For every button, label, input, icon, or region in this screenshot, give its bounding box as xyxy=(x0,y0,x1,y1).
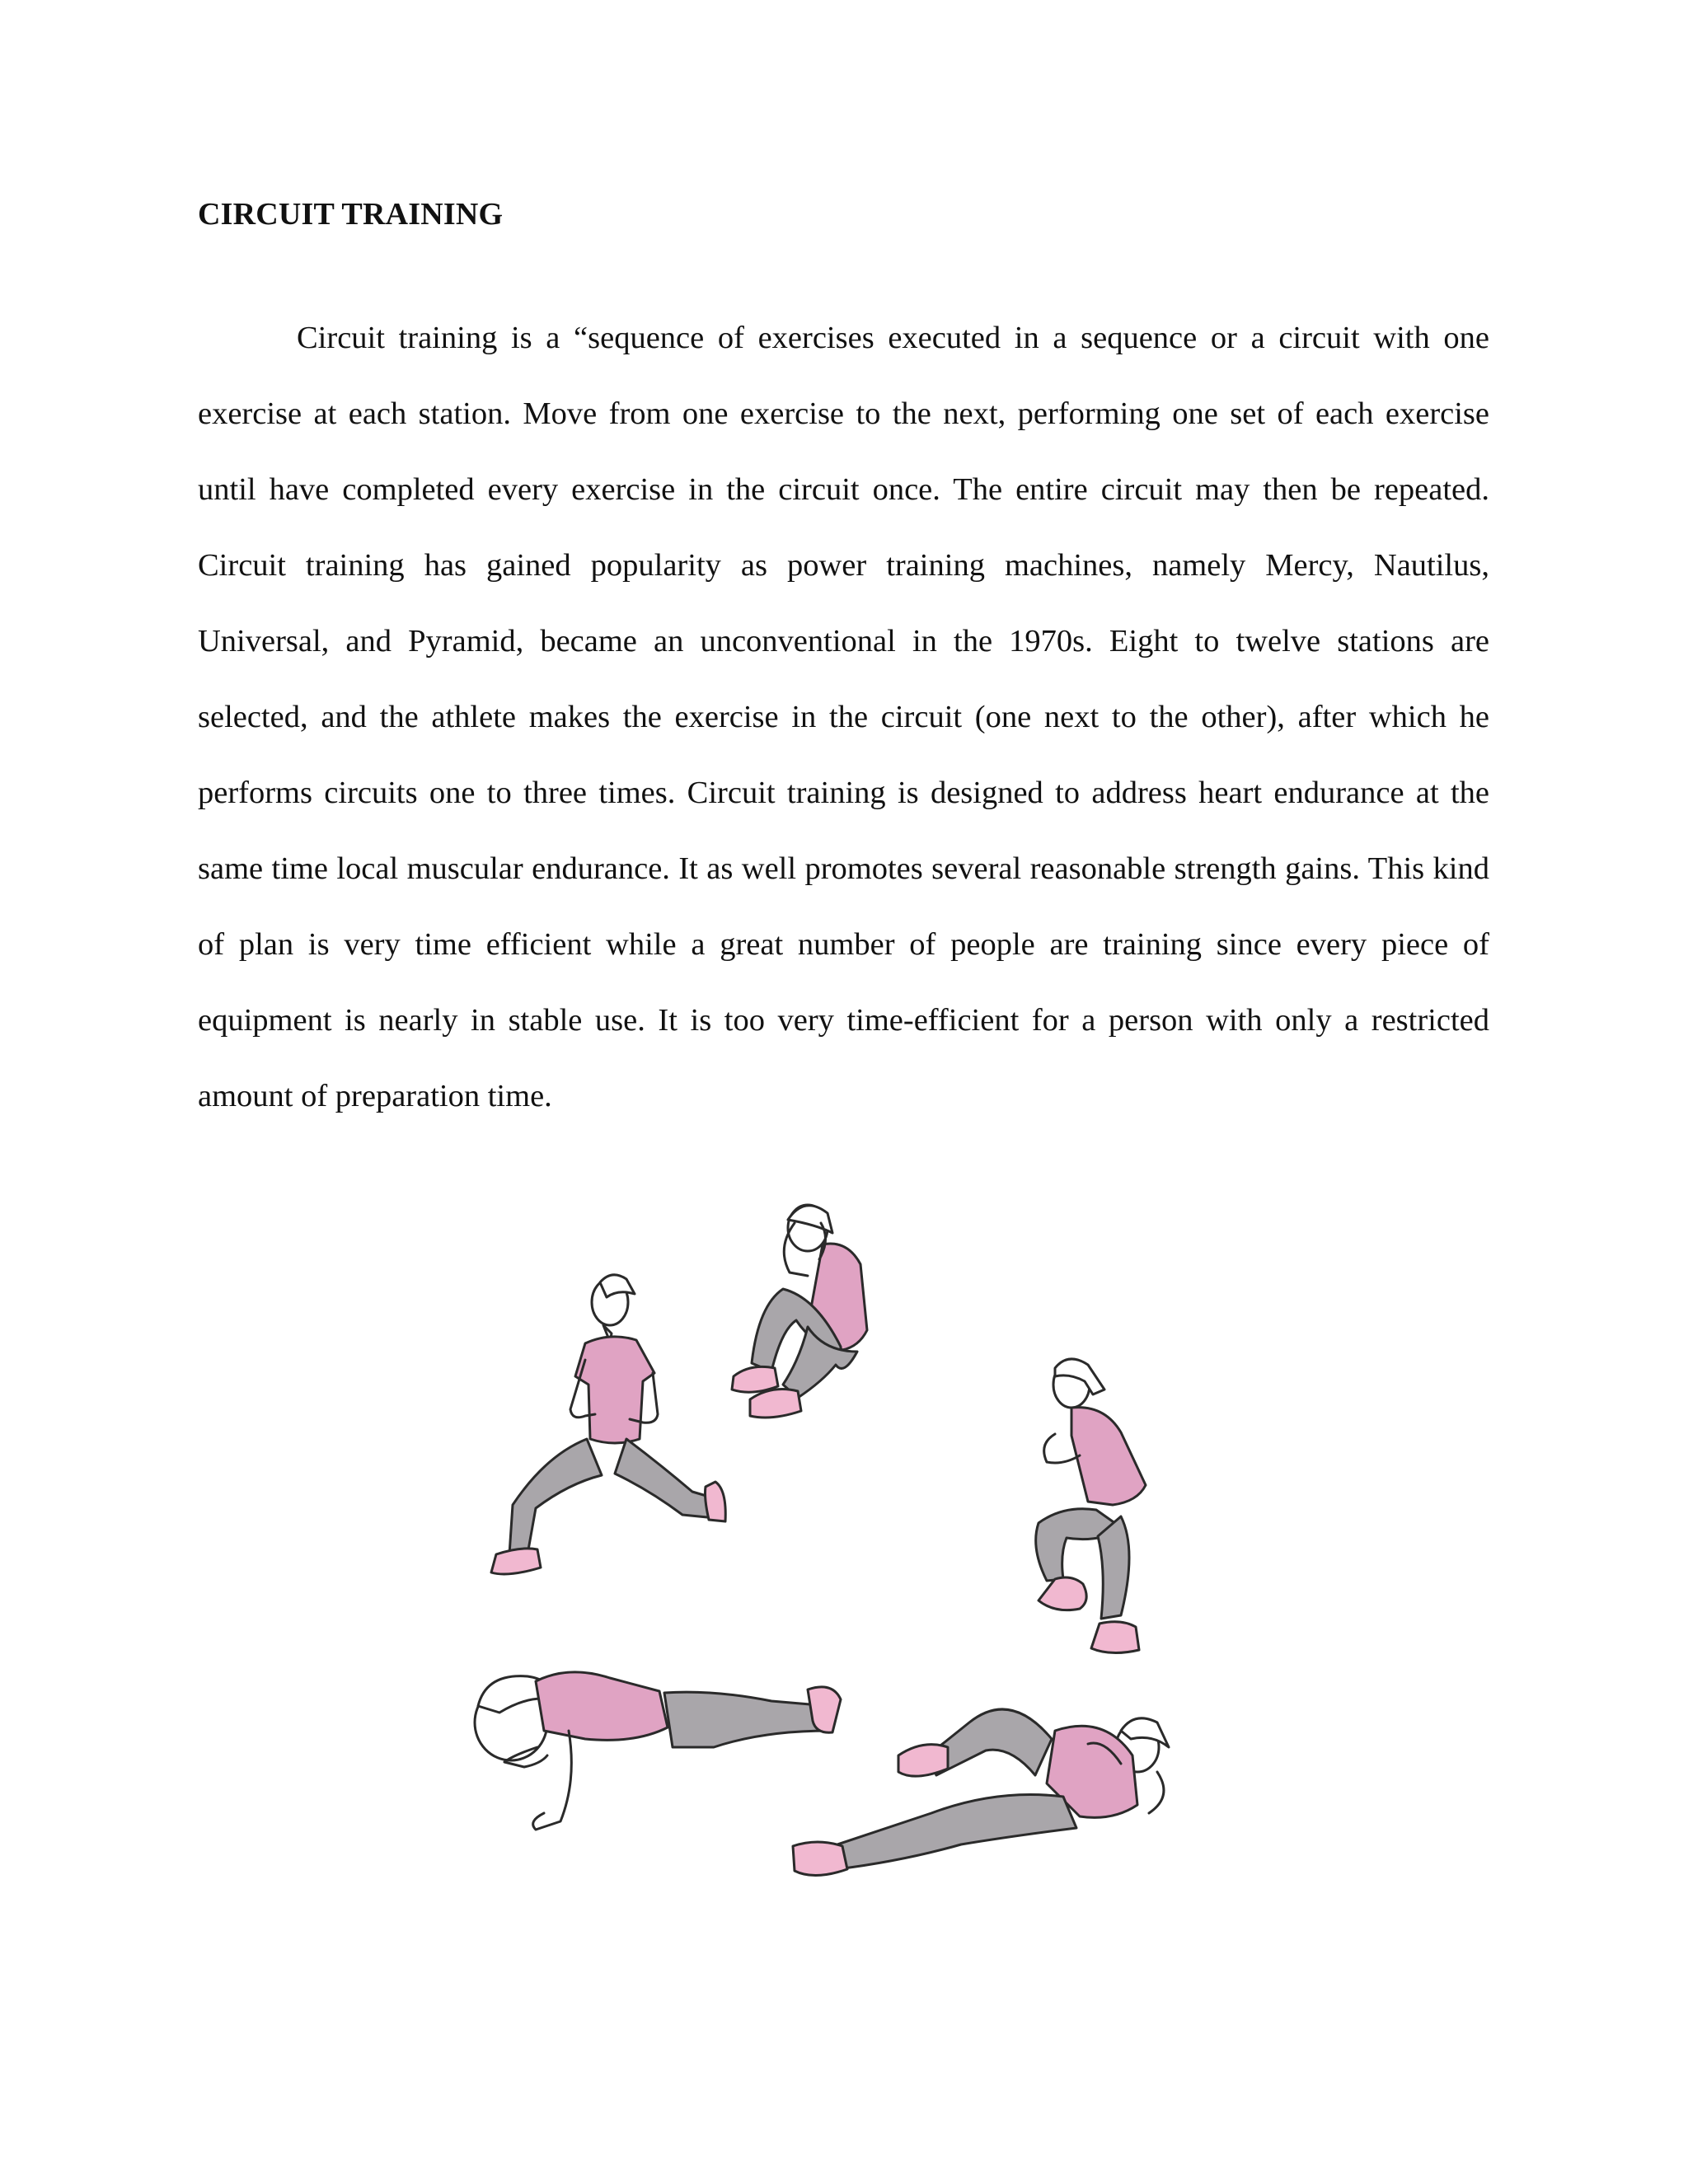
pushup-figure xyxy=(475,1672,841,1830)
section-heading: CIRCUIT TRAINING xyxy=(198,197,504,232)
lunge-figure xyxy=(491,1275,725,1574)
squat-figure xyxy=(1036,1359,1146,1653)
body-paragraph: Circuit training is a “sequence of exercises executed in a sequence or a circuit with one exercise at each station. Move from one exercise to the next, performing one set of each exercise until have completed every exercise in the circuit once. The entire circuit may then be repeated. Circuit training has gained popularity as power training machines, namely Mercy, Nautilus, Universal, and Pyramid, became an unconventional in the 1970s. Eight to twelve stations are selected, and the athlete makes the exercise in the circuit (one next to the other), after which he performs circuits one to three times. Circuit training is designed to address heart endurance at the same time local muscular endurance. It as well promotes several reasonable strength gains. This kind of plan is very time efficient while a great number of people are training since every piece of equipment is nearly in stable use. It is too very time-efficient for a person with only a restricted amount of preparation time. xyxy=(198,321,1489,1113)
situp-figure xyxy=(732,1205,867,1418)
exercise-figures-svg xyxy=(462,1187,1187,1879)
crunch-figure xyxy=(793,1709,1169,1876)
circuit-training-illustration xyxy=(462,1187,1187,1879)
